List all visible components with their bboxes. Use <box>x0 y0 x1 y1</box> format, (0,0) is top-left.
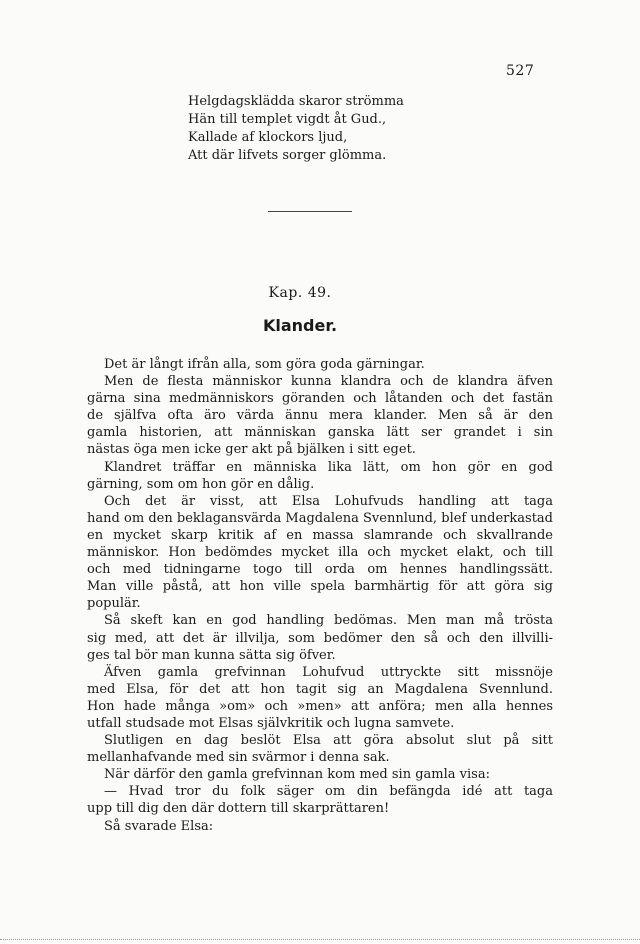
text-line: Slutligen en dag beslöt Elsa att göra absolut slut på sitt <box>104 733 553 749</box>
poem-line: Att där lifvets sorger glömma. <box>188 148 387 163</box>
text-line: gärning, som om hon gör en dålig. <box>87 476 315 492</box>
text-line: populär. <box>87 596 141 612</box>
text-line: ges tal bör man kunna sätta sig öfver. <box>87 647 336 663</box>
text-line: Hon hade många »om» och »men» att anföra; men alla hennes <box>87 698 553 714</box>
paragraph <box>87 664 553 732</box>
text-line: Det är långt ifrån alla, som göra goda gärningar. <box>104 357 425 372</box>
paragraph <box>87 818 553 835</box>
text-line: Så skeft kan en god handling bedömas. Men man må trösta <box>104 613 553 629</box>
paragraph <box>87 493 553 613</box>
text-line: Så svarade Elsa: <box>104 818 214 834</box>
text-line: upp till dig den där dottern till skarprättaren! <box>87 801 390 817</box>
chapter-title: Klander. <box>262 316 338 335</box>
poem-line: Helgdagsklädda skaror strömma <box>188 94 404 109</box>
paragraph <box>87 373 553 458</box>
text-line: och med tidningarne togo till orda om hennes handlingssätt. <box>87 562 553 578</box>
paragraph <box>87 766 553 783</box>
paragraph <box>87 459 553 493</box>
paragraph <box>87 356 553 373</box>
chapter-number: Kap. 49. <box>268 285 332 301</box>
paragraph <box>87 612 553 663</box>
text-line: Och det är visst, att Elsa Lohufvuds handling att taga <box>104 493 553 509</box>
text-line: — Hvad tror du folk säger om din befängda idé att taga <box>104 784 553 800</box>
text-line: sig med, att det är illvilja, som bedömer den så och den illvilli- <box>87 630 553 646</box>
text-line: Man ville påstå, att hon ville spela barmhärtig för att göra sig <box>87 579 553 595</box>
text-line: gärna sina medmänniskors göranden och låtanden och det fastän <box>87 391 553 407</box>
poem-line: Hän till templet vigdt åt Gud., <box>188 112 387 127</box>
text-line: hand om den beklagansvärda Magdalena Svennlund, blef underkastad <box>87 510 553 526</box>
text-line: gamla historien, att människan ganska lätt ser grandet i sin <box>87 425 553 441</box>
text-line: med Elsa, för det att hon tagit sig an Magdalena Svennlund. <box>87 681 553 697</box>
text-line: När därför den gamla grefvinnan kom med sin gamla visa: <box>104 767 490 783</box>
page-number: 527 <box>506 63 535 79</box>
chapter-body <box>87 356 553 835</box>
scan-edge <box>0 939 640 944</box>
text-line: utfall studsade mot Elsas självkritik och lugna samvete. <box>87 715 455 731</box>
text-line: mellanhafvande med sin svärmor i denna sak. <box>87 750 390 766</box>
paragraph <box>87 732 553 766</box>
section-divider <box>268 211 352 212</box>
text-line: Men de flesta människor kunna klandra och de klandra äfven <box>104 374 553 390</box>
text-line: en mycket skarp kritik af en massa slamrande och skvallrande <box>87 527 553 543</box>
text-line: Äfven gamla grefvinnan Lohufvud uttryckte sitt missnöje <box>104 664 553 680</box>
text-line: människor. Hon bedömdes mycket illa och mycket elakt, och till <box>87 545 553 561</box>
poem-line: Kallade af klockors ljud, <box>188 130 348 145</box>
text-line: nästas öga men icke ger akt på bjälken i sitt eget. <box>87 442 416 458</box>
poem-stanza <box>188 93 404 165</box>
text-line: Klandret träffar en människa lika lätt, om hon gör en god <box>104 459 553 475</box>
text-line: de själfva ofta äro värda ännu mera klander. Men så är den <box>87 408 553 424</box>
paragraph <box>87 783 553 817</box>
